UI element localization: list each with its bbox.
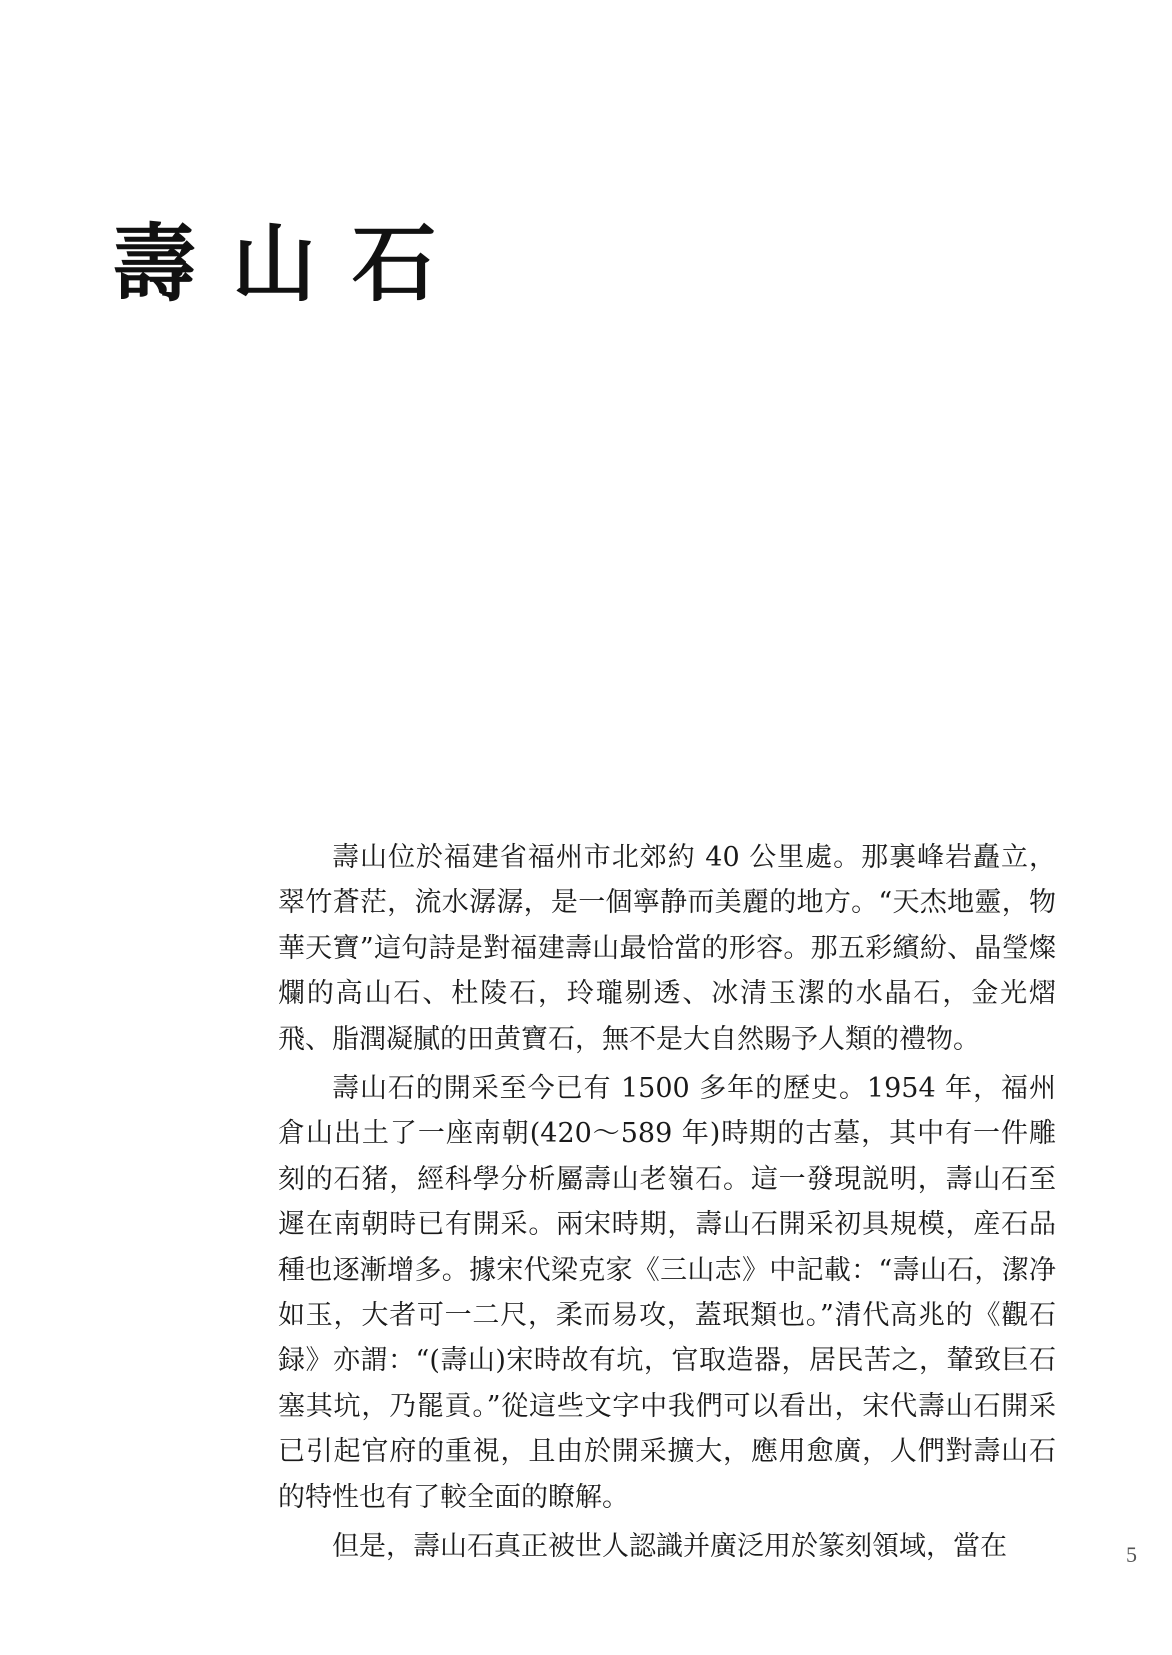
paragraph: 但是，壽山石真正被世人認識并廣泛用於篆刻領域，當在: [332, 1531, 1007, 1563]
paragraph: 壽山位於福建省福州市北郊約 40 公里處。那裏峰岩矗立，翠竹蒼茫，流水潺潺，是一個寧静而美麗的地方。“天杰地靈，物華天寶”這句詩是對福建壽山最恰當的形容。那五彩繽紛、晶瑩燦爛的高山石、杜陵石，玲瓏剔透、冰清玉潔的水晶石，金光熠飛、脂潤凝膩的田黄寶石，無不是大自然賜予人類的禮物。: [278, 842, 1056, 1055]
page-title: 壽山石: [112, 214, 473, 313]
page-number: 5: [1126, 1542, 1137, 1567]
paragraph: 壽山石的開采至今已有 1500 多年的歷史。1954 年，福州倉山出土了一座南朝(420～589 年)時期的古墓，其中有一件雕刻的石猪，經科學分析屬壽山老嶺石。這一發現説明，壽山石至遲在南朝時已有開采。兩宋時期，壽山石開采初具規模，産石品種也逐漸增多。據宋代梁克家《三山志》中記載：“壽山石，潔净如玉，大者可一二尺，柔而易攻，蓋珉類也。”清代高兆的《觀石録》亦謂：“(壽山)宋時故有坑，官取造器，居民苦之，輦致巨石塞其坑，乃罷貢。”從這些文字中我們可以看出，宋代壽山石開采已引起官府的重視，且由於開采擴大，應用愈廣，人們對壽山石的特性也有了較全面的瞭解。: [278, 1073, 1056, 1513]
body-text: [278, 835, 1056, 1574]
